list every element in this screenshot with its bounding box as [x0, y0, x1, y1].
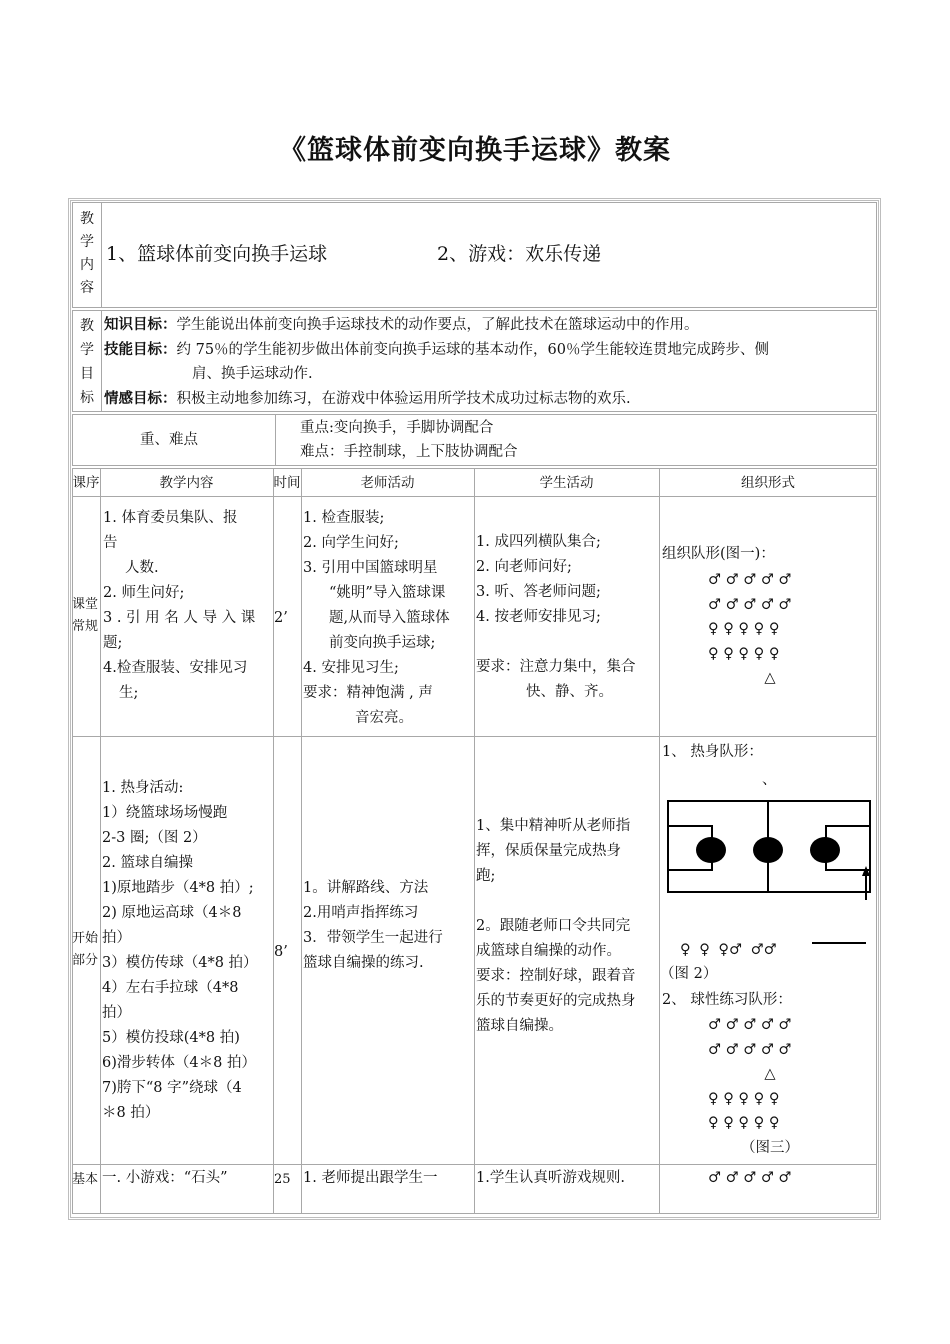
section1-content: 1. 体育委员集队、报 告 人数. 2. 师生问好; 3 . 引 用 名 人 导 入 课 题; 4.检查服装、安排见习 生; [103, 510, 256, 701]
runner-row: ♀ ♀ ♀♂ ♂♂ [680, 942, 777, 958]
section2-time: 8’ [274, 944, 288, 960]
section1-time: 2’ [274, 610, 288, 626]
section3-content: 一. 小游戏：“石头” [102, 1170, 228, 1186]
section2-student: 1、集中精神听从老师指 挥，保质保量完成热身 跑; 2。跟随老师口令共同完 成篮球自编操的动作。 要求：控制好球，跟着音 乐的节奏更好的完成热身 篮球自编操。 [476, 818, 636, 1034]
goals-row-label: 教 学 目 标 [80, 318, 94, 406]
skill-goal-cont: 肩、换手运球动作. [192, 366, 313, 382]
fig2-caption: （图 2） [660, 966, 718, 982]
content-row-label: 教 学 内 容 [80, 211, 94, 296]
col-header-time: 时间 [273, 475, 301, 491]
section1-order: 课堂 常规 [72, 597, 99, 634]
section2-org-caption2: 2、 球性练习队形： [662, 992, 792, 1008]
section2-org-mark: 、 [762, 772, 777, 788]
section3-teacher: 1. 老师提出跟学生一 [303, 1170, 438, 1186]
section3-student: 1.学生认真听游戏规则. [476, 1170, 625, 1186]
col-header-content: 教学内容 [159, 475, 214, 491]
skill-goal: 技能目标：约 75％的学生能初步做出体前变向换手运球的基本动作，60％学生能较连贯地完成跨步、侧 [104, 341, 770, 358]
knowledge-goal: 知识目标：学生能说出体前变向换手运球技术的动作要点，了解此技术在篮球运动中的作用。 [104, 316, 699, 333]
col-header-organization: 组织形式 [741, 475, 795, 491]
key-points-label: 重、难点 [140, 432, 198, 448]
section2-org-caption1: 1、 热身队形： [662, 744, 763, 760]
col-header-teacher: 老师活动 [360, 475, 415, 491]
section1-teacher: 1. 检查服装; 2. 向学生问好; 3. 引用中国篮球明星 “姚明”导入篮球课 题,从而导入篮球体 前变向换手运球; 4. 安排见习生; 要求：精神饱满 , 声 音宏亮。 [303, 510, 450, 726]
content-item-1: 1、篮球体前变向换手运球 [106, 243, 328, 265]
content-item-2: 2、游戏：欢乐传递 [437, 243, 602, 265]
section3-time: 25 [274, 1172, 291, 1187]
section1-org-caption: 组织队形(图一)： [662, 546, 775, 562]
section2-content: 1. 热身活动: 1）绕篮球场场慢跑 2-3 圈;（图 2） 2. 篮球自编操 1)原地踏步（4*8 拍）; 2) 原地运高球（4＊8 拍） 3）模仿传球（4*8 拍） 4）左右手拉球（4*8 拍） 5）模仿投球(4*8 拍) 6)滑步转体（4＊8 拍） 7)胯下“8 字”绕球（4 ＊8 拍） [102, 780, 258, 1121]
key-point: 重点:变向换手，手脚协调配合 [300, 420, 494, 436]
section3-formation: ♂ ♂ ♂ ♂ ♂ [708, 1170, 792, 1186]
section1-student: 1. 成四列横队集合; 2. 向老师问好; 3. 听、答老师问题; 4. 按老师安排见习; 要求：注意力集中，集合 快、静、齐。 [476, 534, 636, 700]
formation-fig3: ♂ ♂ ♂ ♂ ♂ ♂ ♂ ♂ ♂ ♂ △ ♀ ♀ ♀ ♀ ♀ ♀ ♀ ♀ ♀ ♀ （图三） [708, 1017, 799, 1156]
col-header-order: 课序 [72, 475, 100, 491]
section3-order: 基本 [72, 1172, 99, 1187]
formation-fig1: ♂ ♂ ♂ ♂ ♂ ♂ ♂ ♂ ♂ ♂ ♀ ♀ ♀ ♀ ♀ ♀ ♀ ♀ ♀ ♀ △ [708, 572, 792, 686]
section2-order: 开始 部分 [72, 931, 99, 968]
basketball-court-diagram [664, 800, 874, 900]
page-title: 《篮球体前变向换手运球》教案 [279, 135, 671, 166]
section2-teacher: 1。讲解路线、方法 2.用哨声指挥练习 3．带领学生一起进行 篮球自编操的练习. [303, 880, 443, 971]
col-header-student: 学生活动 [539, 475, 594, 491]
emotion-goal: 情感目标：积极主动地参加练习，在游戏中体验运用所学技术成功过标志物的欢乐. [104, 390, 631, 407]
difficult-point: 难点：手控制球，上下肢协调配合 [300, 444, 518, 460]
runner-line [812, 942, 866, 944]
